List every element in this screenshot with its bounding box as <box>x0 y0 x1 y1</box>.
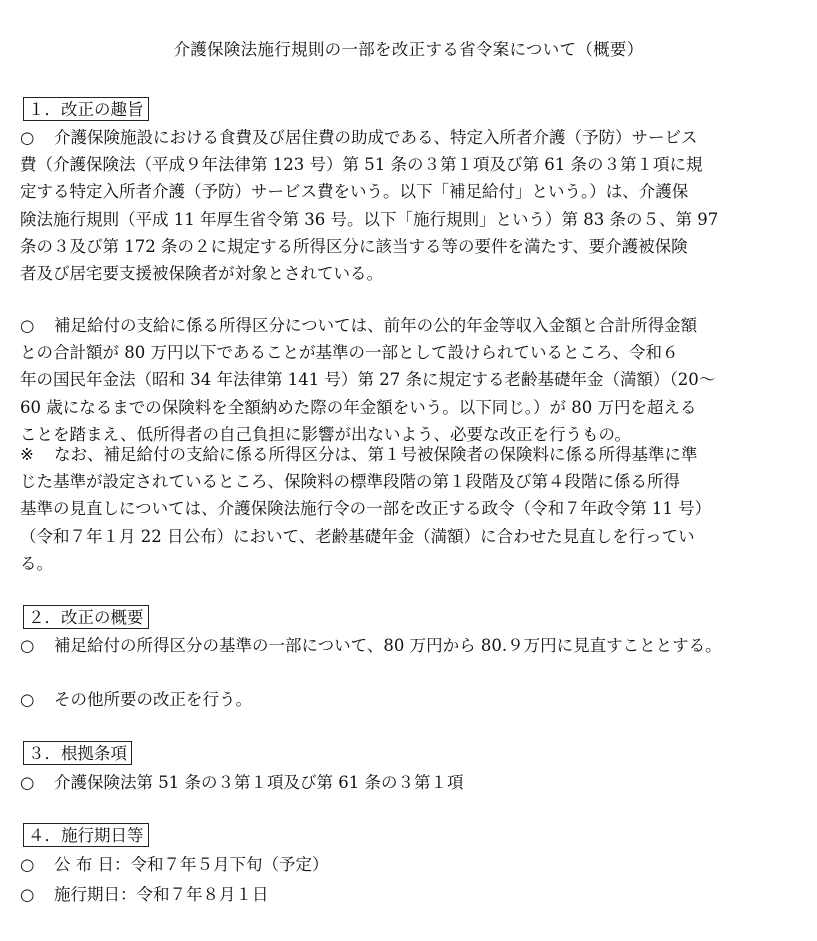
text-line: じた基準が設定されているところ、保険料の標準段階の第１段階及び第４段階に係る所得 <box>20 472 680 492</box>
paragraph-basis-1 <box>20 769 785 796</box>
paragraph-overview-2 <box>20 686 785 713</box>
text-line: 費（介護保険法（平成９年法律第 123 号）第 51 条の３第１項及び第 61 条の３第１項に規 <box>20 155 703 175</box>
paragraph-overview-1 <box>20 632 785 659</box>
circle-bullet-icon: ○ <box>20 690 35 709</box>
text-line: ことを踏まえ、低所得者の自己負担に影響が出ないよう、必要な改正を行うもの。 <box>20 424 631 444</box>
circle-bullet-icon: ○ <box>20 128 35 147</box>
text-line: る。 <box>20 553 53 573</box>
text-line: ○ 介護保険施設における食費及び居住費の助成である、特定入所者介護（予防）サービス <box>20 124 785 151</box>
text-line: 60 歳になるまでの保険料を全額納めた際の年金額をいう。以下同じ。）が 80 万円を超える <box>20 397 697 417</box>
text-line: 者及び居宅要支援被保険者が対象とされている。 <box>20 264 383 284</box>
text-line: ※ なお、補足給付の支給に係る所得区分は、第１号被保険者の保険料に係る所得基準に準 <box>20 441 785 468</box>
note-mark-icon: ※ <box>20 445 34 464</box>
text-line: （令和７年１月 22 日公布）において、老齢基礎年金（満額）に合わせた見直しを行ってい <box>20 526 695 546</box>
section-heading-basis: ３．根拠条項 <box>23 741 132 765</box>
section-heading-purpose: １．改正の趣旨 <box>23 97 149 121</box>
paragraph-enforcement-date <box>20 881 785 908</box>
text-line: ○ 補足給付の所得区分の基準の一部について、80 万円から 80.９万円に見直すこととする。 <box>20 632 785 659</box>
paragraph-promulgation-date <box>20 851 785 878</box>
text-line: 年の国民年金法（昭和 34 年法律第 141 号）第 27 条に規定する老齢基礎年金（満額）（20～ <box>20 370 716 390</box>
document-title: 介護保険法施行規則の一部を改正する省令案について（概要） <box>173 40 644 59</box>
text-line: ○ 補足給付の支給に係る所得区分については、前年の公的年金等収入金額と合計所得金額 <box>20 312 785 339</box>
paragraph-purpose-1 <box>20 124 785 287</box>
section-heading-effective-date: ４．施行期日等 <box>23 823 149 847</box>
text-line: ○ 公 布 日：令和７年５月下旬（予定） <box>20 851 785 878</box>
text-line: ○ その他所要の改正を行う。 <box>20 686 785 713</box>
text-line: 険法施行規則（平成 11 年厚生省令第 36 号。以下「施行規則」という）第 83 条の５、第 97 <box>20 209 719 229</box>
circle-bullet-icon: ○ <box>20 773 35 792</box>
text-line: ○ 施行期日：令和７年８月１日 <box>20 881 785 908</box>
circle-bullet-icon: ○ <box>20 636 35 655</box>
text-line: ○ 介護保険法第 51 条の３第１項及び第 61 条の３第１項 <box>20 769 785 796</box>
text-line: 定する特定入所者介護（予防）サービス費をいう。以下「補足給付」という。）は、介護保 <box>20 182 689 202</box>
section-heading-overview: ２．改正の概要 <box>23 605 149 629</box>
circle-bullet-icon: ○ <box>20 855 35 874</box>
paragraph-purpose-note <box>20 441 785 577</box>
circle-bullet-icon: ○ <box>20 316 35 335</box>
text-line: 条の３及び第 172 条の２に規定する所得区分に該当する等の要件を満たす、要介護被保険 <box>20 236 688 256</box>
text-line: との合計額が 80 万円以下であることが基準の一部として設けられているところ、令和６ <box>20 343 679 363</box>
paragraph-purpose-2 <box>20 312 785 448</box>
circle-bullet-icon: ○ <box>20 885 35 904</box>
text-line: 基準の見直しについては、介護保険法施行令の一部を改正する政令（令和７年政令第 11 号） <box>20 499 712 519</box>
